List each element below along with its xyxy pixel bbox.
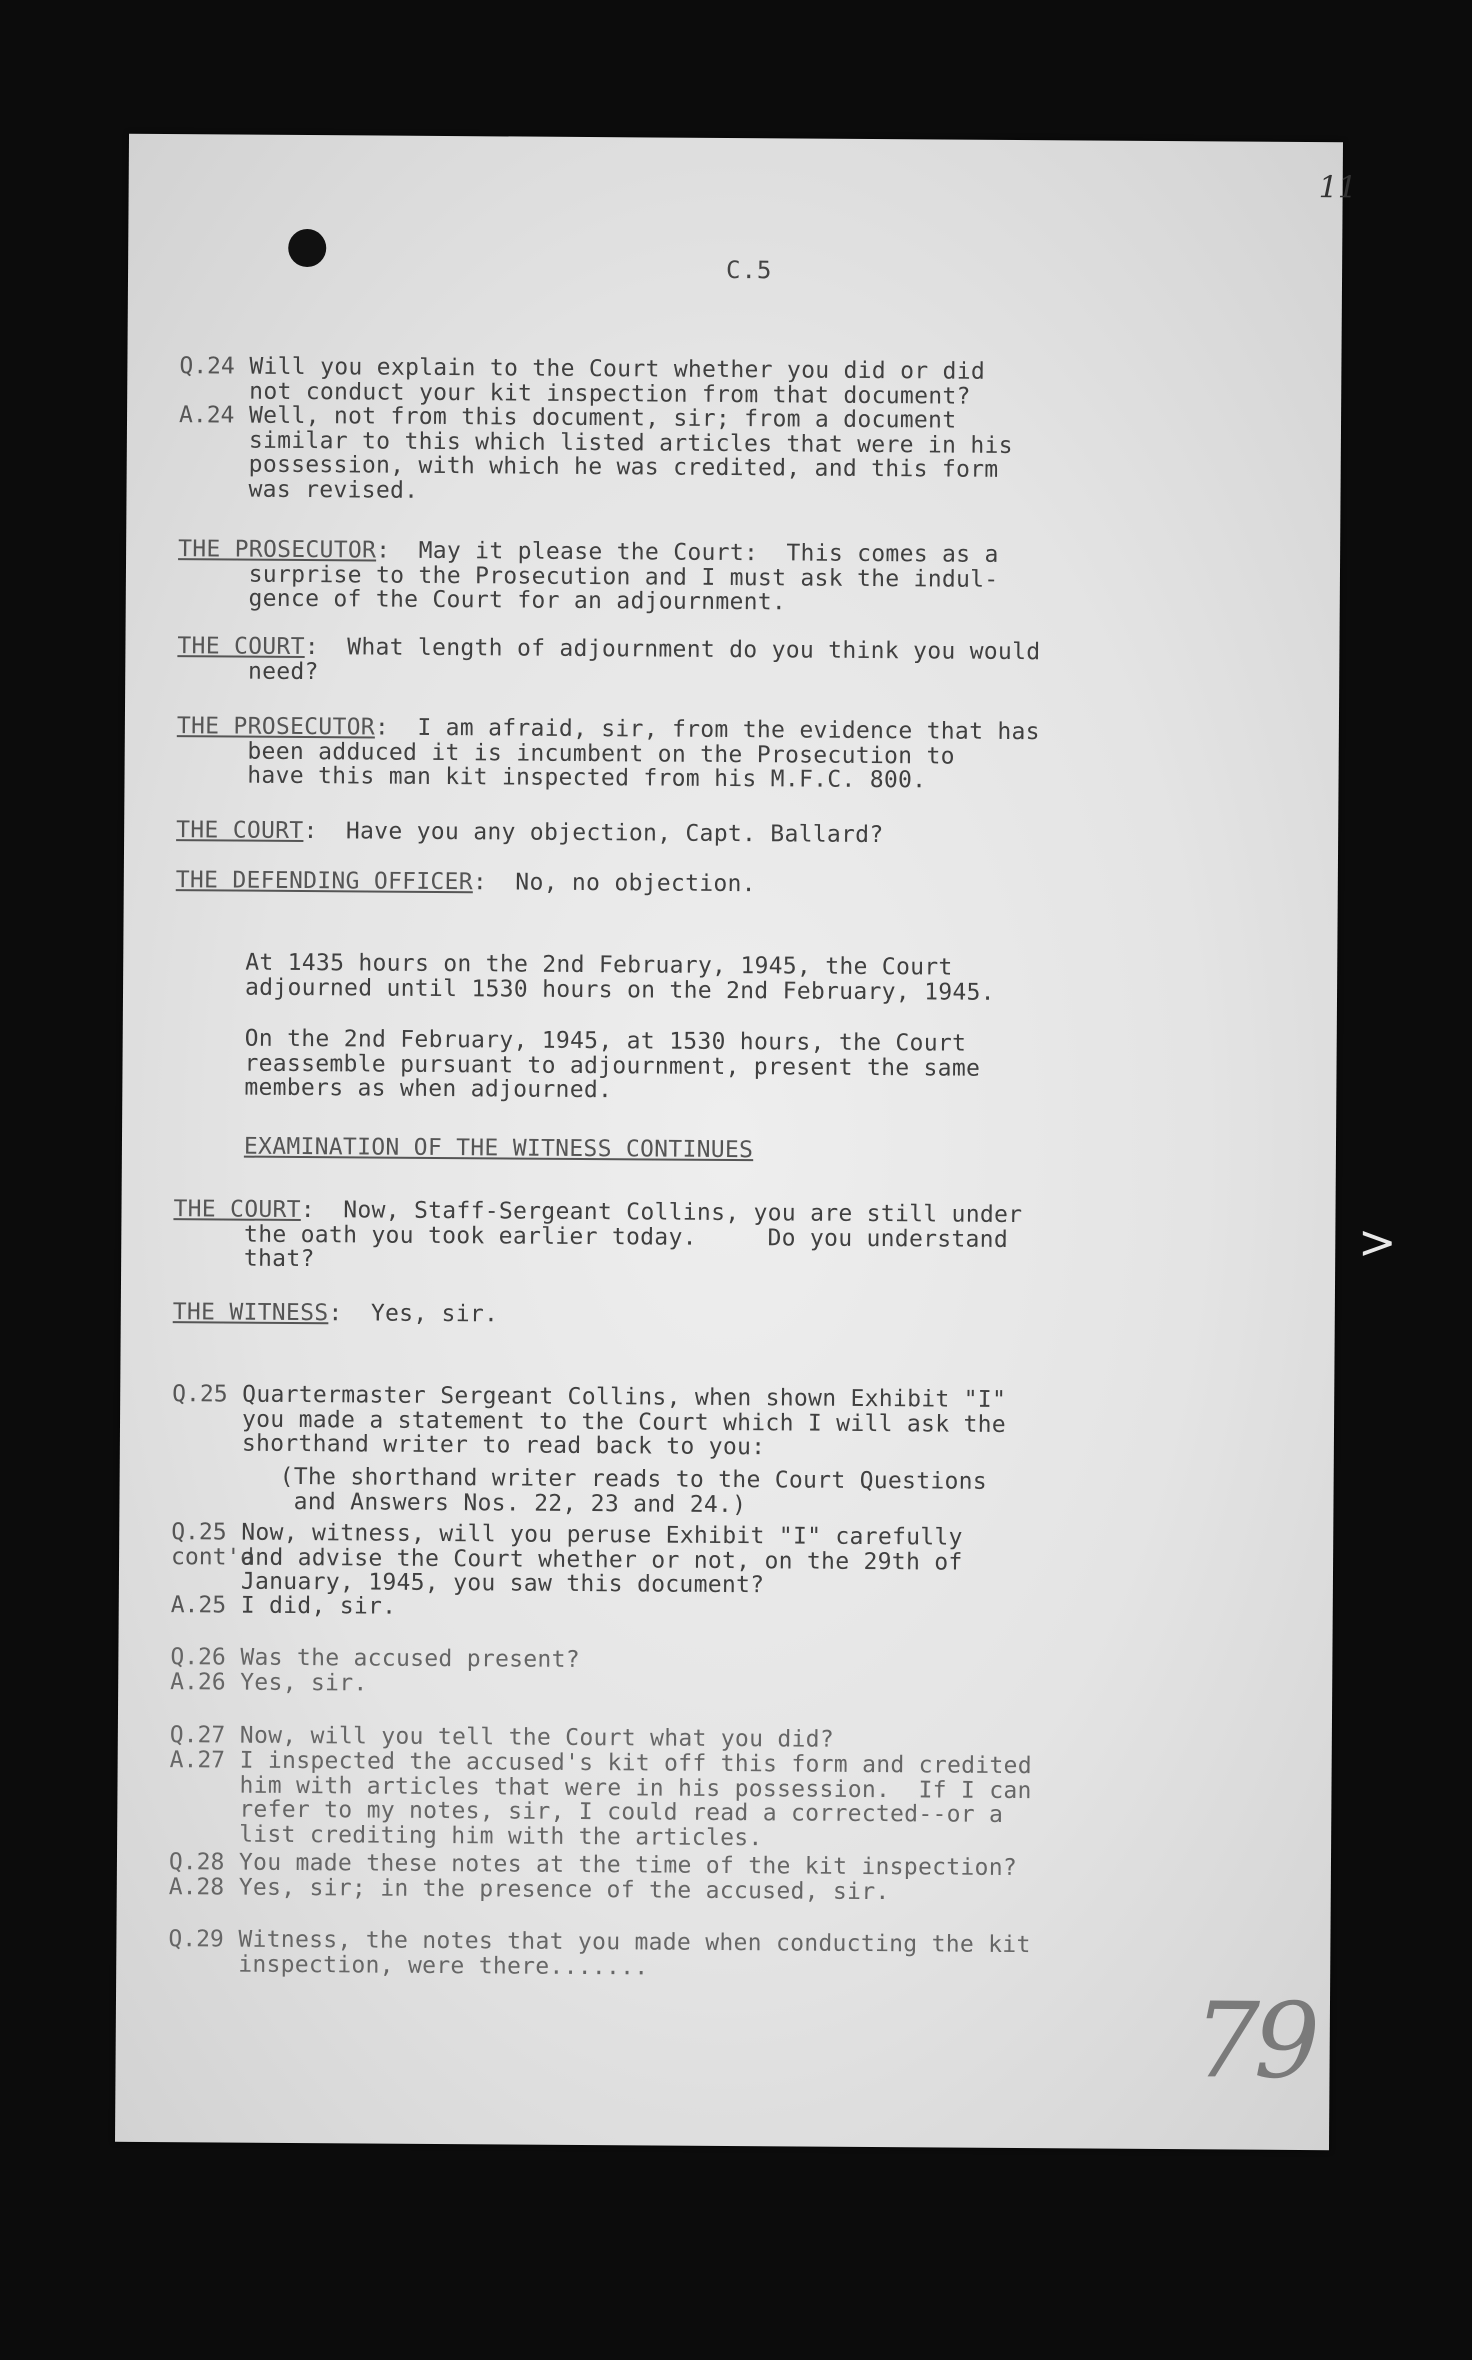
a27-label: A.27 bbox=[169, 1747, 226, 1774]
court-statement-1: THE COURT: What length of adjournment do you think you would need? bbox=[177, 633, 1041, 685]
q24-text: Will you explain to the Court whether you did or did not conduct your kit inspection from that document? bbox=[249, 353, 986, 410]
q27-label: Q.27 bbox=[169, 1722, 226, 1749]
prosecutor-statement-1: THE PROSECUTOR: May it please the Court: This comes as a surprise to the Prosecution and I must ask the indul- gence of the Court for an adjournment. bbox=[177, 536, 999, 616]
q29-text: Witness, the notes that you made when conducting the kit inspection, were there....... bbox=[238, 1926, 1031, 1980]
punch-hole bbox=[288, 229, 326, 267]
a24-text: Well, not from this document, sir; from a document similar to this which listed articles that were in his possession, with which he was credited, and this form was revised. bbox=[248, 402, 1013, 504]
q25-note: (The shorthand writer reads to the Court Questions and Answers Nos. 22, 23 and 24.) bbox=[279, 1463, 988, 1518]
speaker-court: THE COURT bbox=[176, 817, 304, 845]
q28-label: Q.28 bbox=[168, 1849, 225, 1876]
q26-label: Q.26 bbox=[170, 1644, 226, 1671]
margin-chevron-mark: > bbox=[1358, 1215, 1397, 1269]
reassemble-paragraph: On the 2nd February, 1945, at 1530 hours, the Court reassemble pursuant to adjournment, present the same members as when adjourned. bbox=[244, 1025, 981, 1104]
section-heading: EXAMINATION OF THE WITNESS CONTINUES bbox=[243, 1133, 754, 1164]
speaker-court: THE COURT bbox=[173, 1196, 301, 1224]
handwritten-page-number: 79 bbox=[1193, 1979, 1315, 2103]
corner-page-number: 11 bbox=[1318, 170, 1357, 206]
q24-label: Q.24 bbox=[179, 353, 235, 380]
court-text-1: What length of adjournment do you think you would need? bbox=[177, 634, 1041, 685]
court-statement-2: THE COURT: Have you any objection, Capt. Ballard? bbox=[176, 817, 884, 849]
a28-label: A.28 bbox=[168, 1874, 225, 1901]
a26-label: A.26 bbox=[170, 1669, 226, 1696]
court-text-2: Have you any objection, Capt. Ballard? bbox=[345, 818, 884, 849]
q27-text: Now, will you tell the Court what you did? bbox=[239, 1722, 835, 1753]
defending-officer-statement: THE DEFENDING OFFICER: No, no objection. bbox=[175, 867, 756, 898]
court-text-3: Now, Staff-Sergeant Collins, you are still under the oath you took earlier today. Do you understand that? bbox=[173, 1197, 1023, 1273]
prosecutor-text-1: May it please the Court: This comes as a surprise to the Prosecution and I must ask the indul- gence of the Court for an adjournment. bbox=[177, 537, 999, 616]
a27-text: I inspected the accused's kit off this form and credited him with articles that were in his possession. If I can refer to my notes, sir, I could read a corrected--or a list crediting him with the articles. bbox=[239, 1747, 1032, 1851]
witness-statement: THE WITNESS: Yes, sir. bbox=[172, 1299, 499, 1328]
speaker-witness: THE WITNESS bbox=[172, 1299, 329, 1327]
q25-label: Q.25 bbox=[172, 1381, 228, 1408]
a24-label: A.24 bbox=[178, 402, 235, 429]
a25-text: I did, sir. bbox=[240, 1592, 397, 1620]
witness-text: Yes, sir. bbox=[370, 1300, 499, 1328]
speaker-court: THE COURT bbox=[177, 633, 305, 661]
q25-text: Quartermaster Sergeant Collins, when shown Exhibit "I" you made a statement to the Court which I will ask the shorthand writer to read back to you: bbox=[241, 1381, 1007, 1461]
speaker-prosecutor: THE PROSECUTOR bbox=[178, 536, 377, 564]
prosecutor-statement-2: THE PROSECUTOR: I am afraid, sir, from the evidence that has been adduced it is incumbent on the Prosecution to have this man kit inspected from his M.F.C. 800. bbox=[176, 713, 1040, 794]
prosecutor-text-2: I am afraid, sir, from the evidence that has been adduced it is incumbent on the Prosecution to have this man kit inspected from his M.F.C. 800. bbox=[176, 714, 1040, 794]
defending-text: No, no objection. bbox=[515, 869, 756, 898]
q29-label: Q.29 bbox=[168, 1926, 224, 1953]
a26-text: Yes, sir. bbox=[240, 1669, 368, 1697]
q25-contd-text: Now, witness, will you peruse Exhibit "I" carefully and advise the Court whether or not, on the 29th of January, 1945, you saw this document? bbox=[240, 1519, 963, 1599]
court-statement-3: THE COURT: Now, Staff-Sergeant Collins, you are still under the oath you took earlier today. Do you understand that? bbox=[173, 1196, 1023, 1273]
document-page bbox=[115, 134, 1357, 2150]
q28-text: You made these notes at the time of the kit inspection? bbox=[238, 1849, 1018, 1882]
speaker-defending-officer: THE DEFENDING OFFICER bbox=[175, 867, 473, 896]
a28-text: Yes, sir; in the presence of the accused, sir. bbox=[238, 1874, 890, 1906]
speaker-prosecutor: THE PROSECUTOR bbox=[176, 713, 376, 741]
q25-contd-label: Q.25 cont'd bbox=[171, 1519, 255, 1571]
adjournment-paragraph: At 1435 hours on the 2nd February, 1945, the Court adjourned until 1530 hours on the 2nd February, 1945. bbox=[244, 949, 995, 1006]
q26-text: Was the accused present? bbox=[240, 1644, 581, 1673]
a25-label: A.25 bbox=[170, 1592, 227, 1619]
page-code: C.5 bbox=[725, 255, 773, 285]
